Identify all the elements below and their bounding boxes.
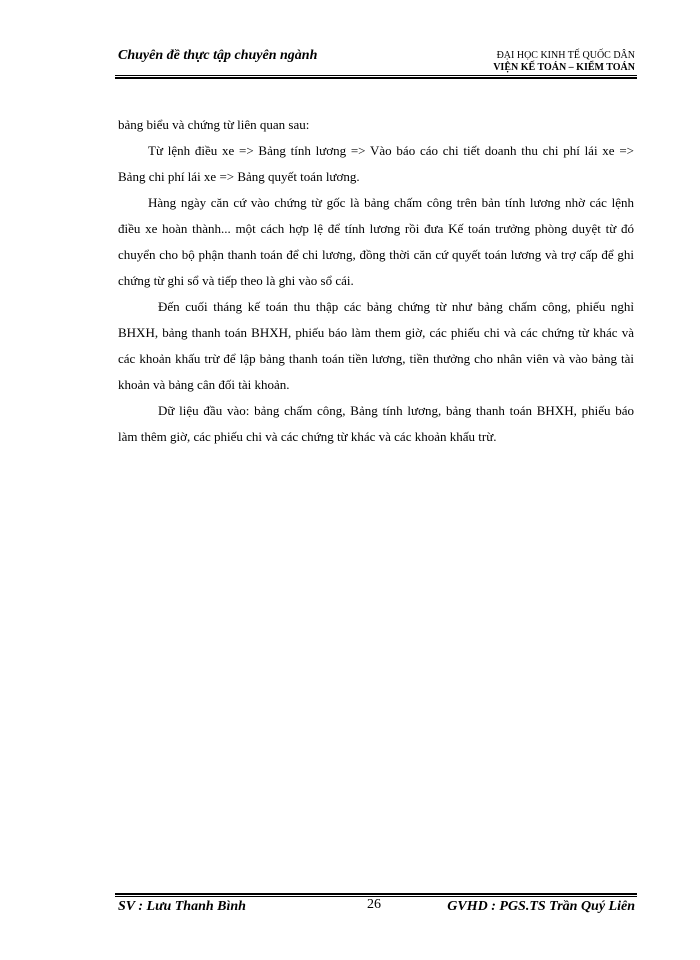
header-university: ĐẠI HỌC KINH TẾ QUỐC DÂN: [496, 50, 635, 61]
document-body: [118, 112, 634, 450]
header-rule: [115, 75, 637, 79]
paragraph-month-end: Đến cuối tháng kế toán thu thập các bảng chứng từ như bảng chấm công, phiếu nghỉ BHXH, bảng thanh toán BHXH, phiếu báo làm them giờ, các phiếu chi và các chứng từ khác và các khoản khấu trừ để lập bảng thanh toán tiền lương, tiền thưởng cho nhân viên và vào bảng tài khoản và bảng cân đối tài khoản.: [118, 299, 634, 392]
header-institution: [493, 50, 635, 74]
paragraph-input-data: Dữ liệu đầu vào: bảng chấm công, Bảng tính lương, bảng thanh toán BHXH, phiếu báo làm thêm giờ, các phiếu chi và các chứng từ khác và các khoản khấu trừ.: [118, 403, 634, 444]
paragraph-flow: Từ lệnh điều xe => Bảng tính lương => Vào báo cáo chi tiết doanh thu chi phí lái xe => Bảng chi phí lái xe => Bảng quyết toán lương.: [118, 143, 634, 184]
header-document-title: Chuyên đề thực tập chuyên ngành: [118, 48, 318, 63]
footer-student: SV : Lưu Thanh Bình: [118, 899, 246, 914]
footer-advisor: GVHD : PGS.TS Trần Quý Liên: [447, 899, 635, 914]
header-institute: VIỆN KẾ TOÁN – KIỂM TOÁN: [493, 62, 635, 73]
page-number: 26: [367, 897, 381, 912]
paragraph-daily-process: Hàng ngày căn cứ vào chứng từ gốc là bảng chấm công trên bản tính lương nhờ các lệnh điều xe hoàn thành... một cách hợp lệ để tính lương rồi đưa Kế toán trưởng phòng duyệt từ đó chuyển cho bộ phận thanh toán để chi lương, đồng thời căn cứ quyết toán lương và trợ cấp để ghi chứng từ ghi sổ và tiếp theo là ghi vào sổ cái.: [118, 195, 634, 288]
paragraph-intro: bảng biểu và chứng từ liên quan sau:: [118, 117, 310, 132]
